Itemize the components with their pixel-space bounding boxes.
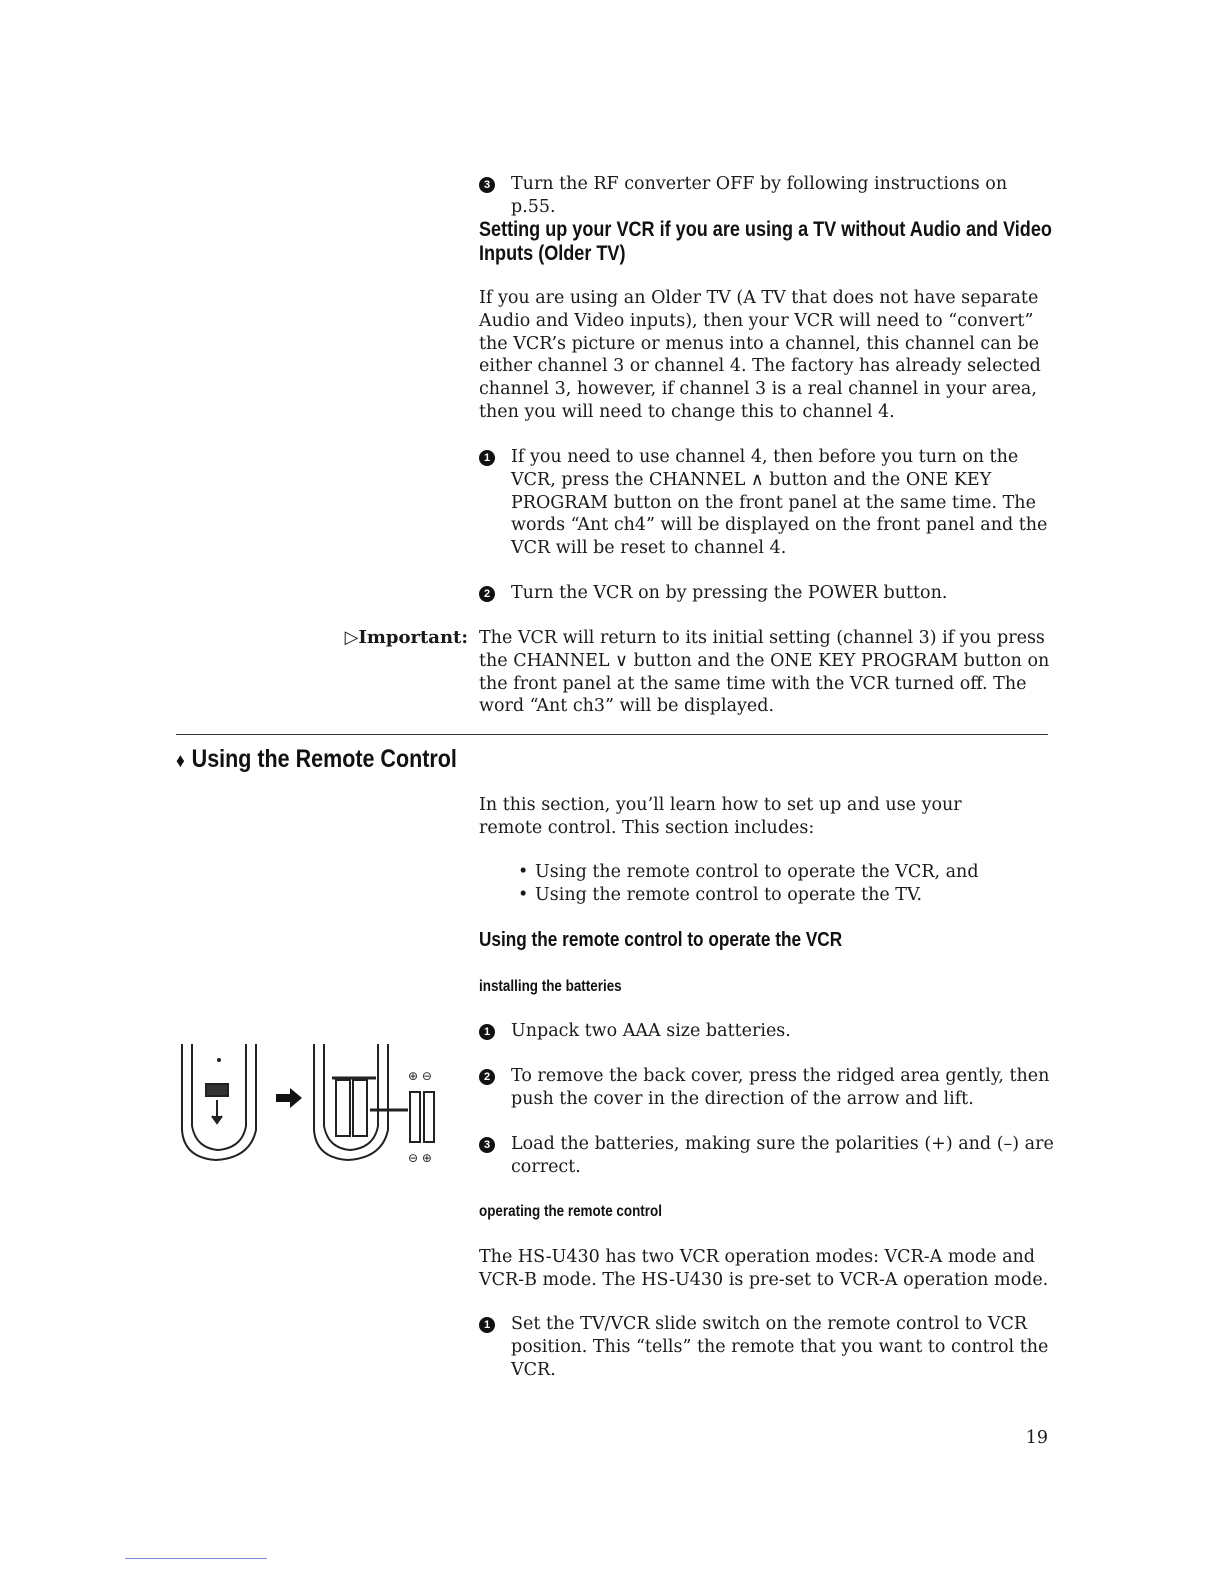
battery-illustration	[176, 1040, 456, 1170]
remote-battery-diagram	[176, 1040, 456, 1170]
intro-step	[479, 173, 1054, 219]
step-number-badge: 2	[479, 1069, 495, 1085]
battery-slot-left	[336, 1080, 350, 1136]
step-text: Set the TV/VCR slide switch on the remote control to VCR position. This “tells” the remote that you want to control the VCR.	[511, 1314, 1049, 1380]
step-text: To remove the back cover, press the ridged area gently, then push the cover in the direction of the arrow and lift.	[511, 1066, 1050, 1109]
battery-step-1	[479, 1020, 1054, 1043]
list-item: • Using the remote control to operate the VCR, and	[479, 861, 1039, 884]
battery-step-3	[479, 1133, 1054, 1179]
battery-step-2	[479, 1065, 1054, 1111]
polarity-top-label: ⊕ ⊖	[408, 1069, 432, 1083]
operating-heading: operating the remote control	[479, 1203, 662, 1220]
older-tv-step-1	[479, 446, 1054, 560]
step-number-badge: 1	[479, 1317, 495, 1333]
page-number: 19	[1025, 1428, 1048, 1448]
remote-bullet-list	[479, 861, 1039, 907]
important-text: The VCR will return to its initial setting (channel 3) if you press the CHANNEL ∨ button and the ONE KEY PROGRAM button on the front panel at the same time with the VCR turned off. The word “Ant ch3” will be displayed.	[479, 628, 1050, 717]
step-text: Load the batteries, making sure the polarities (+) and (–) are correct.	[511, 1134, 1054, 1177]
section-heading-older-tv: Setting up your VCR if you are using a TV without Audio and Video Inputs (Older TV)	[479, 218, 1052, 265]
remote-intro: In this section, you’ll learn how to set up and use your remote control. This section includes:	[479, 795, 962, 838]
down-arrow-icon	[212, 1116, 222, 1123]
battery-icon	[410, 1092, 420, 1142]
list-item: • Using the remote control to operate the TV.	[479, 884, 1039, 907]
right-arrow-icon	[276, 1088, 302, 1108]
operating-step-1	[479, 1313, 1054, 1381]
step-number-badge: 3	[479, 1137, 495, 1153]
diamond-bullet-icon: ♦	[176, 750, 185, 772]
cover-latch-icon	[206, 1084, 228, 1096]
important-label: ▷Important:	[344, 627, 468, 648]
operating-paragraph: The HS-U430 has two VCR operation modes: VCR-A mode and VCR-B mode. The HS-U430 is pre-set to VCR-A operation mode.	[479, 1247, 1049, 1290]
section-title-remote	[176, 744, 457, 776]
subheading-remote-vcr: Using the remote control to operate the VCR	[479, 929, 843, 951]
section-divider	[176, 734, 1048, 735]
step-text: Unpack two AAA size batteries.	[511, 1021, 791, 1041]
footer-rule	[125, 1558, 267, 1559]
step-number-badge: 1	[479, 450, 495, 466]
polarity-bottom-label: ⊖ ⊕	[408, 1151, 432, 1165]
step-number-badge: 2	[479, 586, 495, 602]
older-tv-paragraph: If you are using an Older TV (A TV that does not have separate Audio and Video inputs), then your VCR will need to “convert” the VCR’s picture or menus into a channel, this channel can be either channel 3 or channel 4. The factory has already selected channel 3, however, if channel 3 is a real channel in your area, then you will need to change this to channel 4.	[479, 288, 1041, 422]
batteries-heading: installing the batteries	[479, 978, 622, 995]
step-number-badge: 1	[479, 1024, 495, 1040]
step-text: Turn the RF converter OFF by following instructions on p.55.	[511, 174, 1008, 217]
step-text: If you need to use channel 4, then before you turn on the VCR, press the CHANNEL ∧ button and the ONE KEY PROGRAM button on the front panel at the same time. The words “Ant ch4” will be displayed on the front panel and the VCR will be reset to channel 4.	[511, 447, 1048, 559]
step-number-badge: 3	[479, 177, 495, 193]
older-tv-step-2	[479, 582, 1054, 605]
battery-icon	[424, 1092, 434, 1142]
step-text: Turn the VCR on by pressing the POWER button.	[511, 583, 948, 603]
section-title-text: Using the Remote Control	[191, 745, 457, 773]
battery-slot-right	[353, 1080, 367, 1136]
